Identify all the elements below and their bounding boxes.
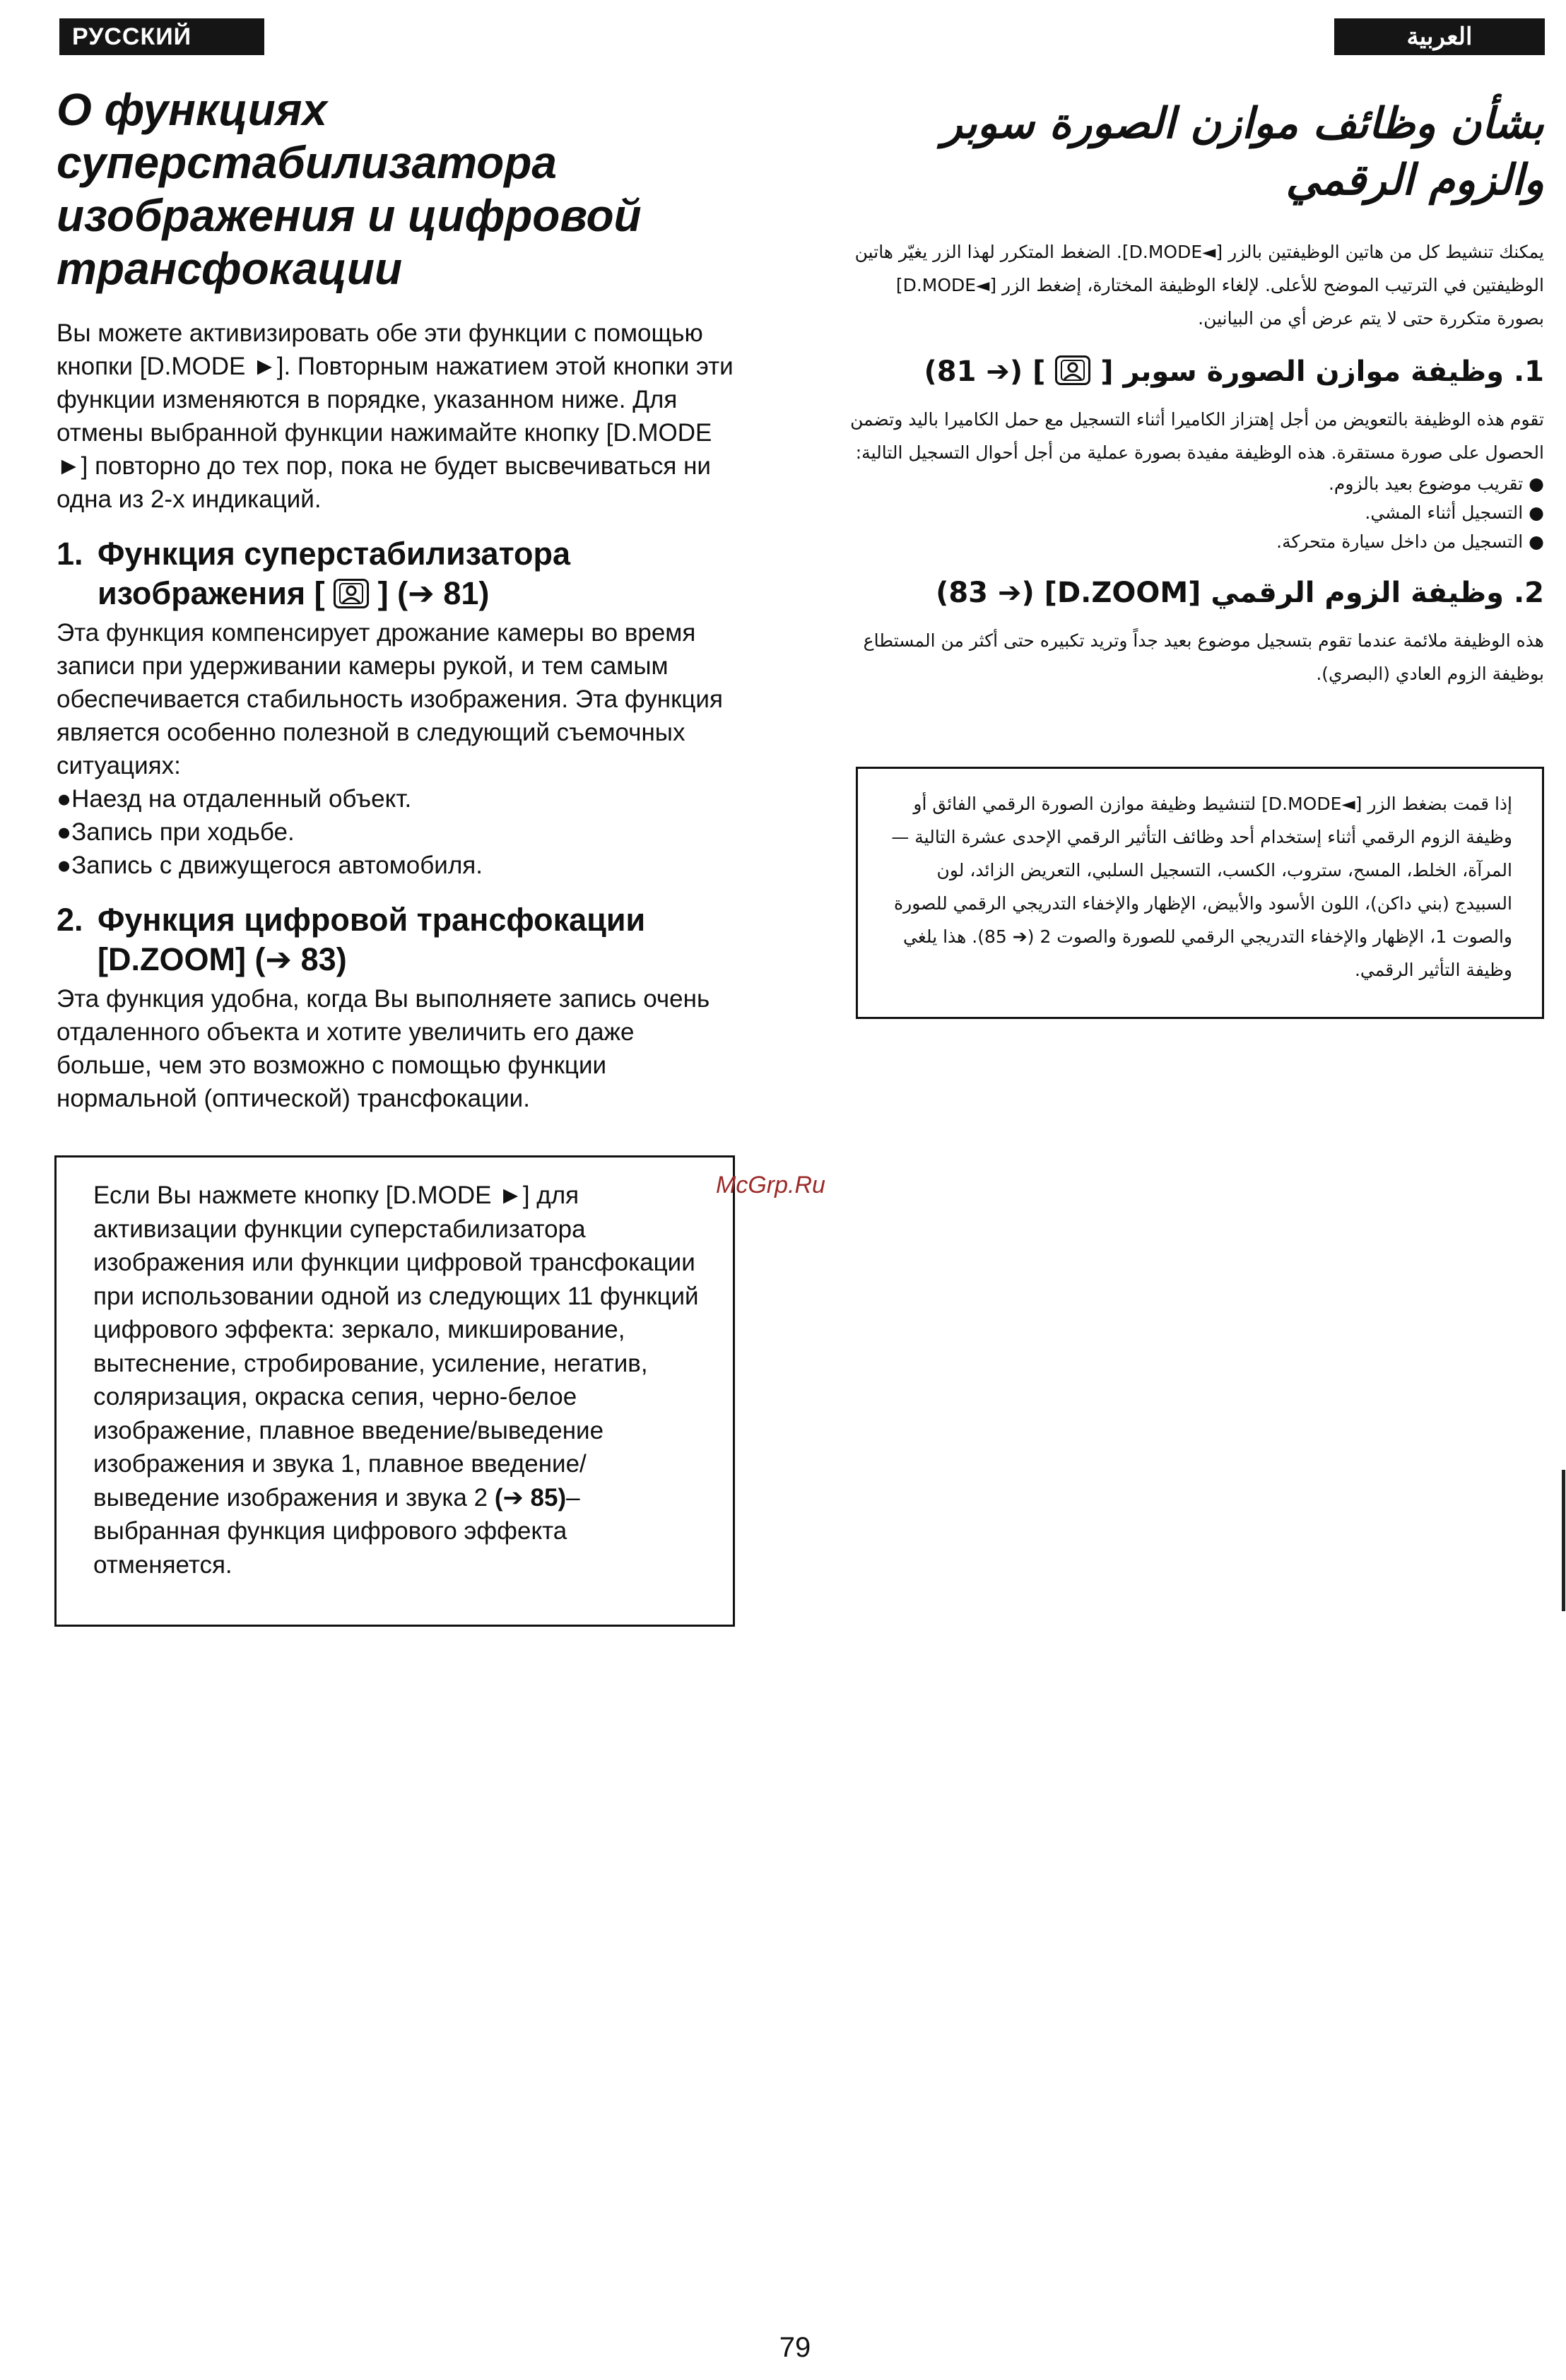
section1-heading-part-a: Функция суперстабилизатора изображения [ (98, 536, 571, 611)
bullet-icon: ● (1523, 473, 1544, 494)
stabilizer-icon (334, 579, 369, 608)
section1-heading-part-b: ] (➔ 81) (377, 575, 490, 611)
language-tab-arabic: العربية (1334, 18, 1545, 55)
section2-body-arabic: هذه الوظيفة ملائمة عندما تقوم بتسجيل موضوع بعيد جداً وتريد تكبيره حتى أكثر من المستطاع بوظيفة الزوم العادي (البصري). (863, 630, 1544, 684)
note-reference: (➔ 85) (494, 1483, 567, 1512)
note-tail-text: –выбранная функция цифрового эффекта отменяется. (93, 1483, 580, 1579)
bullet-icon: ● (57, 785, 72, 813)
section1-heading-russian (57, 534, 735, 613)
language-tab-russian: РУССКИЙ ЯЗЫК (59, 18, 264, 55)
section2-number: 2. (57, 902, 83, 938)
section2-heading-russian (57, 900, 735, 979)
section1-heading-arabic-part-b: ] (➔ 81) (924, 355, 1046, 388)
page-title-arabic: بشأن وظائف موازن الصورة سوبر والزوم الرقمي (941, 99, 1544, 205)
list-item: ● التسجيل أثناء المشي. (1365, 502, 1544, 523)
note-main-text: Если Вы нажмете кнопку [D.MODE ►] для активизации функции суперстабилизатора изображения или функции цифровой трансфокации при использовании одной из следующих 11 функций цифрового эффекта: зеркало, микширование, вытеснение, стробирование, усиление, негатив, соляризация, окраска сепия, черно-белое изображение, плавное введение/выведение изображения и звука 1, плавное введение/выведение изображения и звука 2 (93, 1182, 699, 1512)
intro-paragraph-russian: Вы можете активизировать обе эти функции с помощью кнопки [D.MODE ►]. Повторным нажатием этой кнопки эти функции изменяются в порядке, указанном ниже. Для отмены выбранной функции нажимайте кнопку [D.MODE ►] повторно до тех пор, пока не будет высвечиваться ни одна из 2-х индикаций. (57, 319, 734, 513)
note-box-arabic (856, 767, 1544, 1019)
section1-body-russian: Эта функция компенсирует дрожание камеры во время записи при удерживании камеры рукой, и тем самым обеспечивается стабильность изображения. Эта функция является особенно полезной в следующий съемочных ситуациях: (57, 619, 723, 779)
list-item: ●Наезд на отдаленный объект. (57, 782, 735, 815)
note-box-russian (54, 1155, 735, 1627)
section2-heading-arabic: 2. وظيفة الزوم الرقمي [D.ZOOM] (➔ 83) (936, 577, 1544, 609)
watermark: McGrp.Ru (716, 1172, 825, 1198)
russian-column (57, 83, 735, 1115)
section1-heading-arabic (848, 350, 1544, 393)
bullet-icon: ● (1523, 502, 1544, 523)
section1-body-arabic: تقوم هذه الوظيفة بالتعويض من أجل إهتزاز الكاميرا أثناء التسجيل مع حمل الكاميرا باليد وتضمن الحصول على صورة مستقرة. هذه الوظيفة مفيدة بصورة عملية من أجل أحوال التسجيل التالية: (850, 409, 1544, 463)
note-text-arabic: إذا قمت بضغط الزر [◄D.MODE] لتنشيط وظيفة موازن الصورة الرقمي الفائق أو وظيفة الزوم الرقمي أثناء إستخدام أحد وظائف التأثير الرقمي الإحدى عشرة التالية — المرآة، الخلط، المسح، ستروب، الكسب، التسجيل السلبي، التعريض الزائد، لون السبيدج (بني داكن)، اللون الأسود والأبيض، الإظهار والإخفاء التدريجي الرقمي للصورة والصوت 1، الإظهار والإخفاء التدريجي الرقمي للصورة والصوت 2 (➔ 85). هذا يلغي وظيفة التأثير الرقمي. (891, 794, 1512, 980)
arabic-column (848, 95, 1544, 690)
edge-tab-marker (1562, 1470, 1565, 1611)
note-text-russian (93, 1179, 705, 1581)
intro-paragraph-arabic: يمكنك تنشيط كل من هاتين الوظيفتين بالزر [◄D.MODE]. الضغط المتكرر لهذا الزر يغيّر هاتين الوظيفتين في الترتيب الموضح للأعلى. لإلغاء الوظيفة المختارة، إضغط الزر [◄D.MODE] بصورة متكررة حتى لا يتم عرض أي من البيانين. (854, 242, 1544, 329)
bullet-icon: ● (57, 852, 72, 879)
list-item: ●Запись при ходьбе. (57, 815, 735, 849)
section1-bullet-list-arabic (848, 469, 1544, 556)
stabilizer-icon (1055, 355, 1090, 385)
section1-number: 1. (57, 536, 83, 572)
section1-bullet-list-russian (57, 782, 735, 882)
bullet-icon: ● (57, 818, 72, 846)
list-item: ● تقريب موضوع بعيد بالزوم. (1328, 473, 1544, 494)
list-item: ● التسجيل من داخل سيارة متحركة. (1276, 531, 1544, 552)
bullet-icon: ● (1523, 531, 1544, 552)
page-title-russian: О функциях суперстабилизатора изображения и цифровой трансфокации (57, 84, 642, 294)
section2-body-russian: Эта функция удобна, когда Вы выполняете запись очень отдаленного объекта и хотите увеличить его даже больше, чем это возможно с помощью функции нормальной (оптической) трансфокации. (57, 985, 710, 1112)
page-number: 79 (779, 2332, 811, 2363)
list-item: ●Запись с движущегося автомобиля. (57, 849, 735, 882)
section1-heading-text (98, 534, 735, 613)
section2-heading-text: Функция цифровой трансфокации [D.ZOOM] (➔ 83) (98, 902, 646, 977)
section1-heading-arabic-part-a: 1. وظيفة موازن الصورة سوبر [ (1100, 355, 1544, 388)
